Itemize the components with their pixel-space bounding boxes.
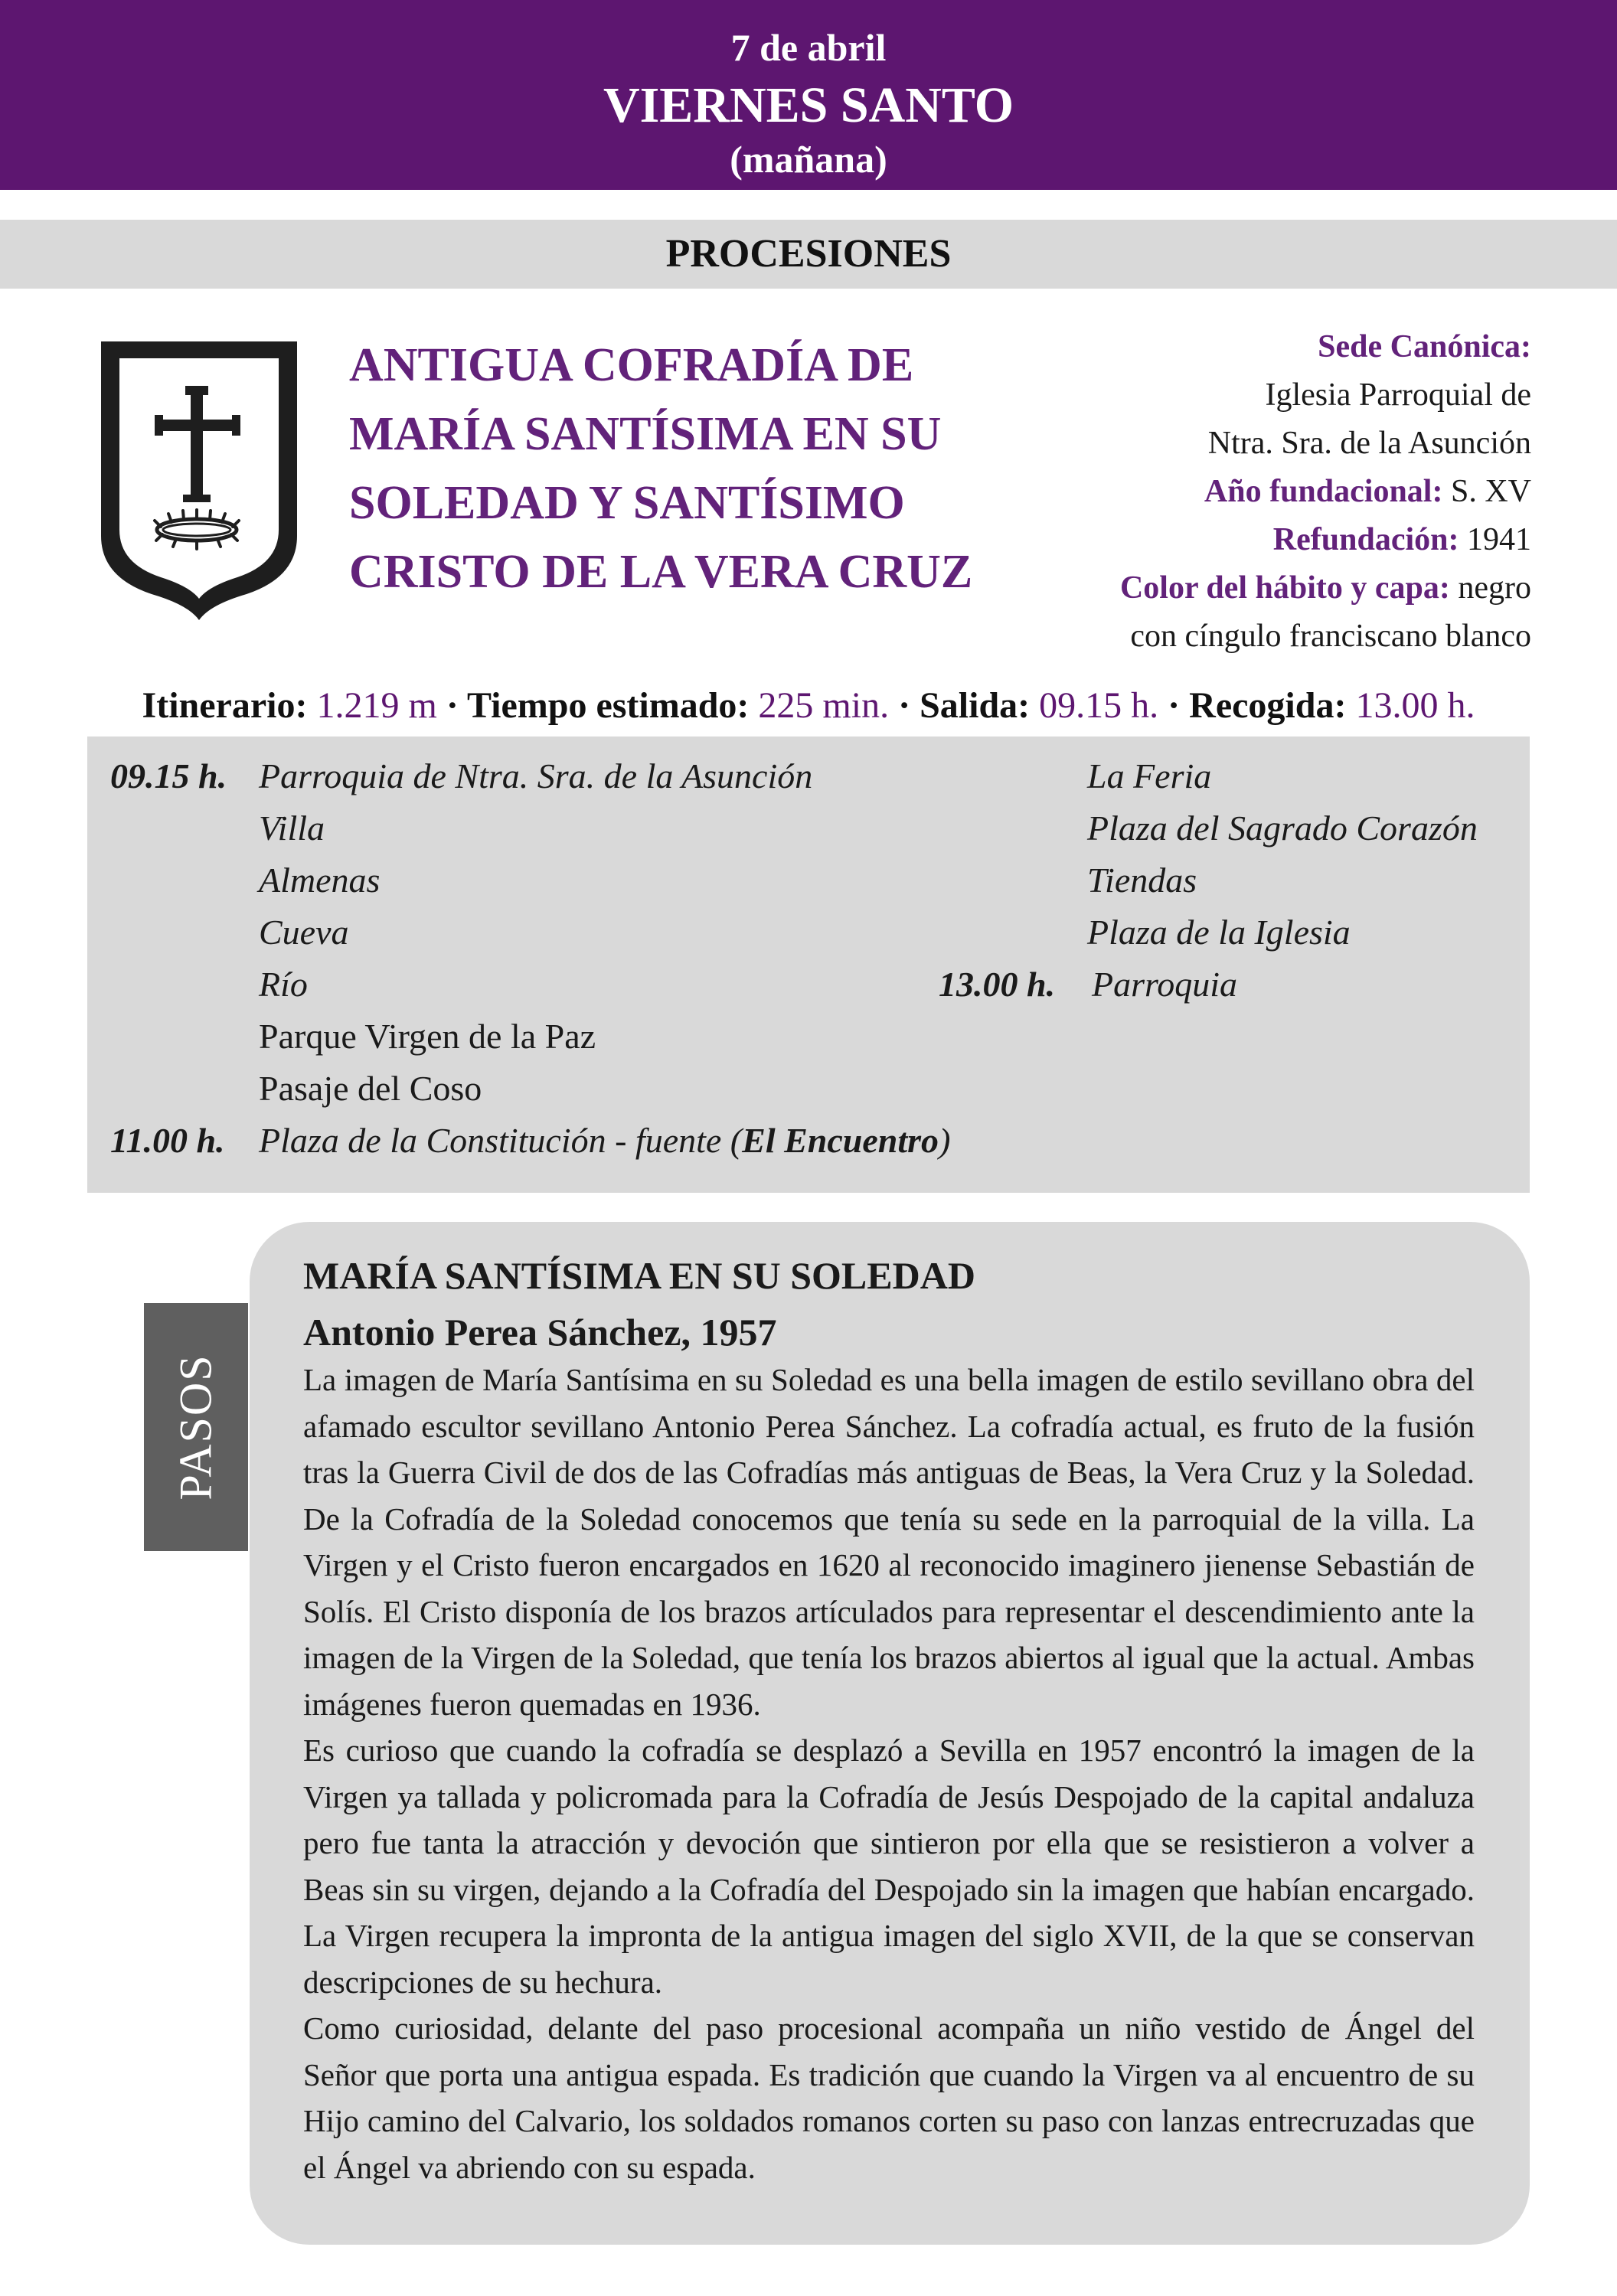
return-value: 13.00 h. bbox=[1346, 685, 1475, 726]
paragraph: La imagen de María Santísima en su Soledad es una bella imagen de estilo sevillano obra del afamado escultor sevillano Antonio Perea Sánchez. La cofradía actual, es fruto de la fusión tras la Guerra Civil de dos de las Cofradías más antiguas de Beas, la Vera Cruz y la Soledad. De la Cofradía de la Soledad conocemos que tenía su sede en la parroquial de la villa. La Virgen y el Cristo fueron encargados en 1620 al reconocido imaginero jienense Sebastián de Solís. El Cristo disponía de los brazos artículados para representar el descendimiento ante la imagen de la Virgen de la Soledad, que tenía los brazos abiertos al igual que la actual. Ambas imágenes fueron quemadas en 1936. bbox=[303, 1362, 1475, 1722]
paragraph: Como curiosidad, delante del paso procesional acompaña un niño vestido de Ángel del Señor que porta una antigua espada. Es tradición que cuando la Virgen va al encuentro de su Hijo camino del Calvario, los soldados romanos corten su paso con lanzas entrecruzadas que el Ángel va abriendo con su espada. bbox=[303, 2010, 1475, 2185]
return-label: · Recogida: bbox=[1158, 685, 1347, 726]
header-part-of-day: (mañana) bbox=[730, 138, 887, 181]
encuentro-label: El Encuentro bbox=[742, 1121, 939, 1160]
estimated-time-value: 225 min. bbox=[749, 685, 890, 726]
cross-shield-icon bbox=[96, 338, 302, 622]
route-stop: Pasaje del Coso bbox=[259, 1069, 482, 1108]
route-stop: Cueva bbox=[259, 913, 349, 952]
route-stop: Tiendas bbox=[1087, 861, 1197, 900]
itinerary-label: Itinerario: bbox=[142, 685, 308, 726]
route-stop: Parroquia de Ntra. Sra. de la Asunción bbox=[259, 756, 813, 795]
habit-color-label: Color del hábito y capa: bbox=[1119, 570, 1450, 606]
paso-title: MARÍA SANTÍSIMA EN SU SOLEDAD bbox=[303, 1254, 975, 1297]
habit-color-value-line2: con cíngulo franciscano blanco bbox=[1130, 619, 1531, 654]
route-stop: Plaza de la Iglesia bbox=[1087, 913, 1351, 952]
paso-author: Antonio Perea Sánchez, 1957 bbox=[303, 1311, 777, 1354]
sede-label: Sede Canónica: bbox=[1318, 329, 1531, 364]
estimated-time-label: · Tiempo estimado: bbox=[436, 685, 750, 726]
cofradia-name-line: CRISTO DE LA VERA CRUZ bbox=[349, 546, 973, 598]
paso-description bbox=[303, 1357, 1475, 2190]
founding-year-value: S. XV bbox=[1442, 474, 1531, 509]
itinerary-value: 1.219 m bbox=[307, 685, 437, 726]
route-stop: La Feria bbox=[1087, 756, 1212, 795]
itinerary-summary bbox=[0, 683, 1617, 729]
cofradia-info bbox=[934, 323, 1531, 661]
header-date: 7 de abril bbox=[730, 26, 887, 69]
departure-value: 09.15 h. bbox=[1030, 685, 1159, 726]
header-day: VIERNES SANTO bbox=[603, 77, 1014, 133]
sede-value-line2: Ntra. Sra. de la Asunción bbox=[1207, 426, 1531, 461]
cofradia-name-line: MARÍA SANTÍSIMA EN SU bbox=[349, 408, 942, 460]
habit-color-value: negro bbox=[1449, 570, 1531, 606]
pasos-tab bbox=[144, 1303, 248, 1551]
route-time: 13.00 h. bbox=[939, 965, 1056, 1004]
route-stop: Plaza del Sagrado Corazón bbox=[1087, 808, 1478, 848]
route-box bbox=[87, 736, 1530, 1193]
page-header bbox=[0, 0, 1617, 190]
founding-year-label: Año fundacional: bbox=[1204, 474, 1443, 509]
route-stop: Parque Virgen de la Paz bbox=[259, 1017, 596, 1056]
route-stop: Río bbox=[259, 965, 308, 1004]
route-stop: Villa bbox=[259, 808, 325, 848]
pasos-tab-label: PASOS bbox=[170, 1354, 221, 1501]
route-time: 11.00 h. bbox=[110, 1121, 225, 1160]
refounding-value: 1941 bbox=[1459, 522, 1531, 557]
section-title: PROCESIONES bbox=[0, 220, 1617, 289]
paragraph: Es curioso que cuando la cofradía se desplazó a Sevilla en 1957 encontró la imagen de la Virgen ya tallada y policromada para la Cofradía de Jesús Despojado de la capital andaluza pero fue tanta la atracción y devoción que sintieron por ella que se resistieron a volver a Beas sin su virgen, dejando a la Cofradía del Despojado sin la imagen que habían encargado. La Virgen recupera la impronta de la antigua imagen del siglo XVII, de la que se conservan descripciones de su hechura. bbox=[303, 1733, 1475, 2000]
departure-label: · Salida: bbox=[889, 685, 1031, 726]
cofradia-name-line: SOLEDAD Y SANTÍSIMO bbox=[349, 477, 905, 529]
route-stop-encuentro: Plaza de la Constitución - fuente (El Encuentro) bbox=[259, 1121, 951, 1160]
route-stop: Parroquia bbox=[1092, 965, 1237, 1004]
sede-value-line1: Iglesia Parroquial de bbox=[1265, 377, 1531, 413]
cofradia-name-line: ANTIGUA COFRADÍA DE bbox=[349, 339, 914, 391]
route-time: 09.15 h. bbox=[110, 756, 227, 795]
refounding-label: Refundación: bbox=[1272, 522, 1459, 557]
route-stop: Almenas bbox=[259, 861, 381, 900]
